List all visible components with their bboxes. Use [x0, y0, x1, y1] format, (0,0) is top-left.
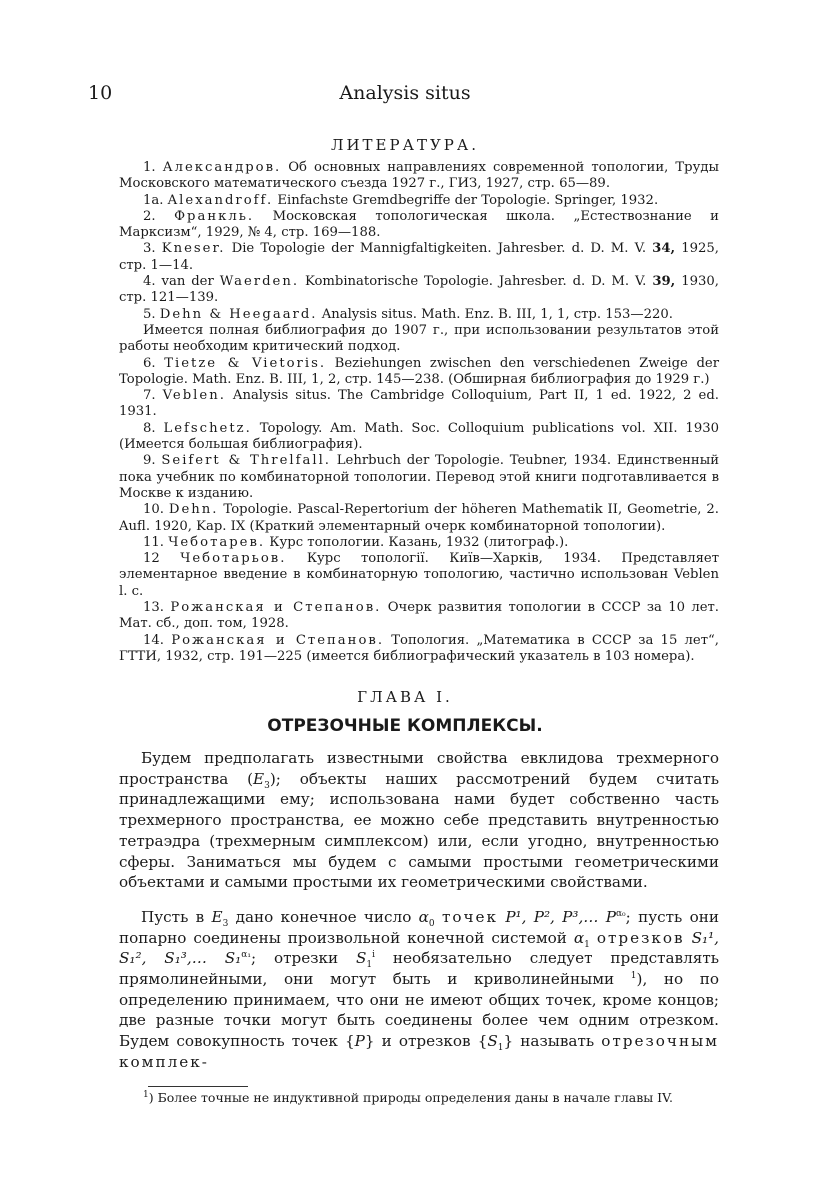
p2-text-8: } называть — [503, 1032, 602, 1051]
entry-text: Beziehungen zwischen den verschiedenen Zweige der Topologie. Math. Enz. B. III, 1, 2, стр. 145—238. (Обширная библиография до 1929 г.) — [119, 355, 719, 387]
entry-volume: 34, — [652, 241, 676, 257]
page-number: 10 — [88, 82, 113, 104]
entry-text: Об основных направлениях современной топологии, Труды Московского математического съезда 1927 г., ГИЗ, 1927, стр. 65—89. — [119, 160, 719, 192]
entry-text: Имеется полная библиография до 1907 г., при использовании результатов этой работы необходим критический подход. — [119, 322, 719, 355]
bibliography-list — [119, 160, 719, 665]
p1-text-a: Будем предполагать известными свойства евклидова трехмерного пространства ( — [119, 749, 719, 788]
entry-number: 13. — [143, 600, 164, 616]
p2-segment-subscript: 1 — [366, 960, 373, 971]
p2-alpha1-subscript: 1 — [584, 939, 590, 950]
entry-author: Tietze & Vietoris. — [164, 355, 327, 371]
entry-text: Analysis situs. The Cambridge Colloquium, Part II, 1 ed. 1922, 2 ed. 1931. — [119, 388, 719, 420]
footnote-reference[interactable]: 1 — [630, 970, 637, 981]
entry-text: Очерк развития топологии в СССР за 10 лет. Мат. сб., доп. том, 1928. — [119, 600, 719, 632]
footnote — [119, 1090, 719, 1106]
p2-text-7: } и отрезков { — [364, 1032, 488, 1051]
entry-number: 1a. — [143, 192, 164, 208]
bibliography-entry — [119, 600, 719, 633]
bibliography-entry — [119, 323, 719, 356]
entry-author: Франкль. — [174, 208, 255, 224]
p1-space-subscript: 3 — [264, 780, 270, 791]
p2-term-points: точек — [441, 907, 499, 926]
entry-author: Veblen. — [162, 388, 226, 404]
p2-segments-list: S₁¹, S₁², S₁³,… S₁ — [119, 928, 720, 968]
entry-volume: 39, — [652, 274, 676, 290]
entry-text: Топология. „Математика в СССР за 15 лет“, ГТТИ, 1932, стр. 191—225 (имеется библиографический указатель в 103 номера). — [119, 632, 719, 664]
p2-segments-superscript: α₁ — [241, 950, 251, 961]
entry-number: 1. — [143, 160, 156, 175]
bibliography-entry — [119, 453, 719, 502]
bibliography-entry — [119, 160, 719, 193]
entry-text: Topology. Am. Math. Soc. Colloquium publications vol. XII. 1930 (Имеется большая библиография). — [119, 420, 719, 453]
bibliography-entry — [119, 241, 719, 274]
entry-author: Lefschetz. — [163, 420, 252, 436]
entry-text-continued: 1930, стр. 121—139. — [119, 274, 719, 306]
p2-text-6: ), но по определению принимаем, что они не имеют общих точек, кроме концов; две разные точки могут быть соединены более чем одним отрезком. Будем совокупность точек { — [119, 970, 719, 1051]
entry-number: 11. — [143, 534, 164, 550]
p2-space-symbol: E — [211, 907, 223, 926]
entry-text: Kombinatorische Topologie. Jahresber. d. D. M. V. — [304, 274, 647, 290]
entry-author: Чеботарьов. — [180, 551, 287, 567]
paragraph-1 — [119, 748, 719, 893]
entry-author: Dehn & Heegaard. — [159, 306, 318, 322]
bibliography-entry — [119, 356, 719, 389]
p2-alpha1: α — [573, 928, 585, 947]
chapter-title: ОТРЕЗОЧНЫЕ КОМПЛЕКСЫ. — [267, 716, 543, 736]
bibliography-entry — [119, 388, 719, 421]
entry-author: Waerden. — [219, 274, 300, 290]
footnote-divider — [148, 1086, 248, 1087]
entry-number: 2. — [143, 208, 156, 224]
footnote-mark: 1 — [143, 1089, 149, 1100]
p2-segment-superscript: i — [372, 950, 376, 961]
bibliography-entry — [119, 502, 719, 535]
p2-point-set-symbol: P — [354, 1032, 365, 1051]
entry-number: 7. — [143, 388, 156, 404]
entry-author-prefix: van der — [161, 274, 214, 290]
chapter-label: ГЛАВА I. — [357, 688, 453, 706]
entry-text: Analysis situs. Math. Enz. B. III, 1, 1, стр. 153—220. — [321, 306, 673, 322]
footnote-text: ) Более точные не индуктивной природы определения даны в начале главы IV. — [148, 1090, 673, 1105]
entry-text: Die Topologie der Mannigfaltigkeiten. Jahresber. d. D. M. V. — [231, 241, 647, 257]
p1-text-b: ); объекты наших рассмотрений будем считать принадлежащими ему; использована нами будет собственно часть трехмерного пространства, ее можно себе представить внутренностью тетраэдра (трехмерным симплексом) или, если угодно, внутренностью сферы. Заниматься мы будем с самыми простыми геометрическими объектами и самыми простыми их геометрическими свойствами. — [119, 769, 720, 892]
p2-segment-symbol: S — [356, 949, 367, 968]
bibliography-entry — [119, 274, 719, 307]
bibliography-entry — [119, 551, 719, 600]
entry-text: Lehrbuch der Topologie. Teubner, 1934. Единственный пока учебник по комбинаторной топологии. Перевод этой книги подготавливается в Москве к изданию. — [119, 453, 719, 501]
entry-number: 5. — [143, 306, 156, 322]
p1-space-symbol: E — [253, 769, 265, 788]
bibliography-entry — [119, 535, 719, 551]
p2-term-complex: отрезочным комплек- — [119, 1032, 719, 1071]
bibliography-entry — [119, 307, 719, 323]
entry-text: Курс топологии. Казань, 1932 (литограф.). — [269, 534, 569, 550]
p2-segment-set-subscript: 1 — [497, 1043, 504, 1054]
p2-points-list: P¹, P², P³,… P — [505, 907, 616, 926]
entry-author: Dehn. — [168, 502, 219, 518]
p2-text-3: ; пусть они попарно соединены произвольной конечной системой — [119, 907, 719, 947]
entry-author: Чеботарев. — [168, 534, 266, 550]
p2-points-superscript: α₀ — [615, 908, 626, 919]
p2-text-2: дано конечное число — [228, 907, 419, 926]
entry-text: Московская топологическая школа. „Естествознание и Марксизм“, 1929, № 4, стр. 169—188. — [119, 208, 719, 241]
paragraph-2 — [119, 907, 719, 1073]
entry-author: Seifert & Threlfall. — [161, 453, 331, 469]
bibliography-entry — [119, 633, 719, 666]
entry-text: Topologie. Pascal-Repertorium der höheren Mathematik II, Geometrie, 2. Aufl. 1920, Kap. IX (Краткий элементарный очерк комбинаторной топологии). — [119, 502, 719, 534]
running-title: Analysis situs — [339, 82, 471, 104]
p2-text-1: Пусть в — [141, 907, 212, 926]
entry-number: 10. — [143, 502, 164, 518]
entry-text: Курс топологiï. Київ—Харків, 1934. Представляет элементарное введение в комбинаторную топологию, частично использован Veblen l. c. — [119, 551, 719, 599]
entry-number: 4. — [143, 274, 156, 290]
p2-term-segments: отрезков — [596, 928, 685, 947]
entry-author: Рожанская и Степанов. — [170, 600, 382, 616]
p2-segment-set-symbol: S — [487, 1032, 498, 1051]
entry-number: 3. — [143, 241, 156, 257]
chapter-body — [119, 748, 719, 1087]
entry-number: 8. — [143, 420, 156, 436]
p2-alpha0-subscript: 0 — [428, 918, 435, 929]
entry-number: 12 — [143, 551, 160, 567]
entry-number: 6. — [143, 355, 156, 371]
entry-author: Александров. — [162, 160, 282, 175]
entry-number: 14. — [143, 632, 164, 648]
bibliography-entry — [119, 209, 719, 242]
p2-space-subscript: 3 — [222, 918, 229, 929]
entry-author: Kneser. — [161, 241, 226, 257]
entry-text-continued: 1925, стр. 1—14. — [119, 241, 719, 273]
p2-text-5: необязательно следует представлять прямолинейными, они могут быть и криволинейными — [119, 949, 719, 989]
entry-author: Рожанская и Степанов. — [171, 632, 385, 648]
literature-heading: ЛИТЕРАТУРА. — [330, 136, 480, 154]
entry-number: 9. — [143, 453, 156, 469]
page-header — [88, 82, 722, 108]
entry-text: Einfachste Gremdbegriffe der Topologie. Springer, 1932. — [277, 192, 659, 208]
p2-alpha0: α — [418, 907, 429, 926]
p2-text-4: ; отрезки — [250, 949, 356, 968]
entry-author: Alexandroff. — [167, 192, 274, 208]
bibliography-entry — [119, 421, 719, 454]
bibliography-entry — [119, 193, 719, 209]
